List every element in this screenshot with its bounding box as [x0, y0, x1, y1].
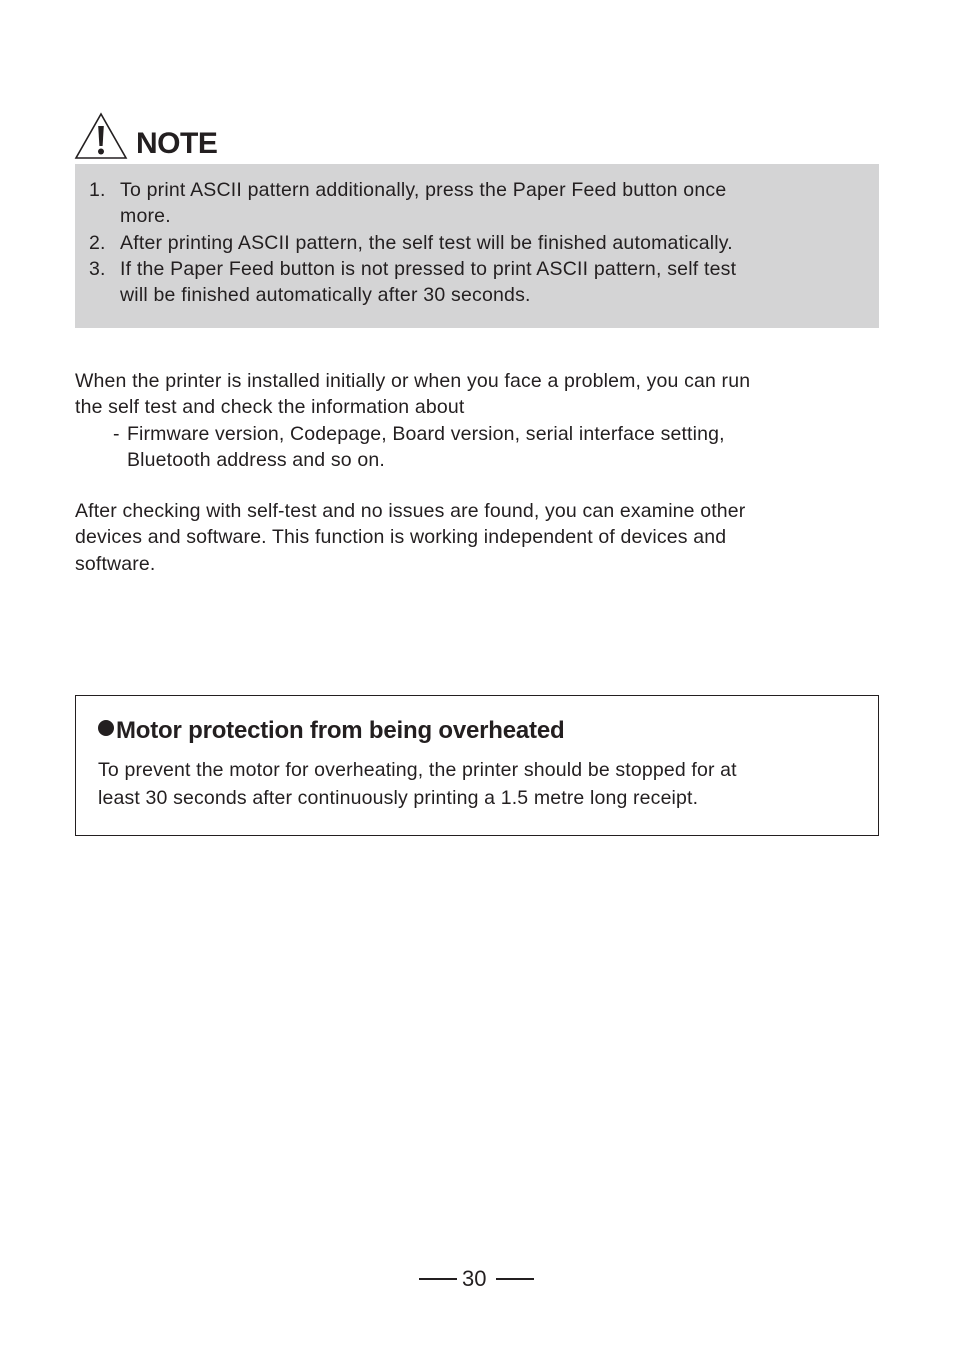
dash-list-item — [75, 421, 885, 474]
note-item-text: If the Paper Feed button is not pressed to print ASCII pattern, self test — [120, 257, 737, 280]
motor-protection-title — [98, 716, 858, 746]
note-list — [89, 177, 859, 308]
footer-rule-left — [419, 1278, 457, 1280]
dash-marker: - — [113, 422, 120, 445]
note-title: NOTE — [136, 127, 218, 160]
bullet-dot-icon — [98, 720, 114, 736]
motor-protection-text — [98, 757, 858, 812]
paragraph-line: least 30 seconds after continuously printing a 1.5 metre long receipt. — [98, 786, 699, 809]
note-item-text: To print ASCII pattern additionally, press the Paper Feed button once — [120, 179, 727, 201]
footer-rule-right — [496, 1278, 534, 1280]
motor-protection-box — [75, 695, 879, 836]
note-item-text: more. — [120, 205, 171, 228]
note-item — [89, 256, 859, 309]
motor-protection-title-text: Motor protection from being overheated — [116, 717, 565, 744]
note-item — [89, 177, 859, 230]
note-item-number: 2. — [89, 231, 106, 254]
warning-triangle-icon — [74, 112, 128, 160]
note-item-number: 1. — [89, 179, 106, 201]
note-box — [75, 164, 879, 328]
self-test-intro-paragraph — [75, 368, 885, 473]
dash-line-text: Firmware version, Codepage, Board version, serial interface setting, — [127, 422, 725, 445]
note-item-text: After printing ASCII pattern, the self test will be finished automatically. — [120, 231, 733, 254]
paragraph-line: After checking with self-test and no issues are found, you can examine other — [75, 500, 746, 522]
paragraph-line: devices and software. This function is working independent of devices and — [75, 526, 727, 549]
page-footer — [0, 1264, 954, 1294]
page-number: 30 — [462, 1266, 487, 1291]
note-item — [89, 230, 859, 256]
note-item-number: 3. — [89, 257, 106, 280]
paragraph-line: the self test and check the information about — [75, 396, 465, 419]
self-test-followup-paragraph — [75, 498, 885, 577]
paragraph-line: When the printer is installed initially or when you face a problem, you can run — [75, 370, 751, 392]
dash-line-text: Bluetooth address and so on. — [127, 448, 385, 471]
note-item-text: will be finished automatically after 30 seconds. — [120, 284, 531, 307]
paragraph-line: software. — [75, 552, 156, 575]
paragraph-line: To prevent the motor for overheating, the printer should be stopped for at — [98, 759, 737, 781]
